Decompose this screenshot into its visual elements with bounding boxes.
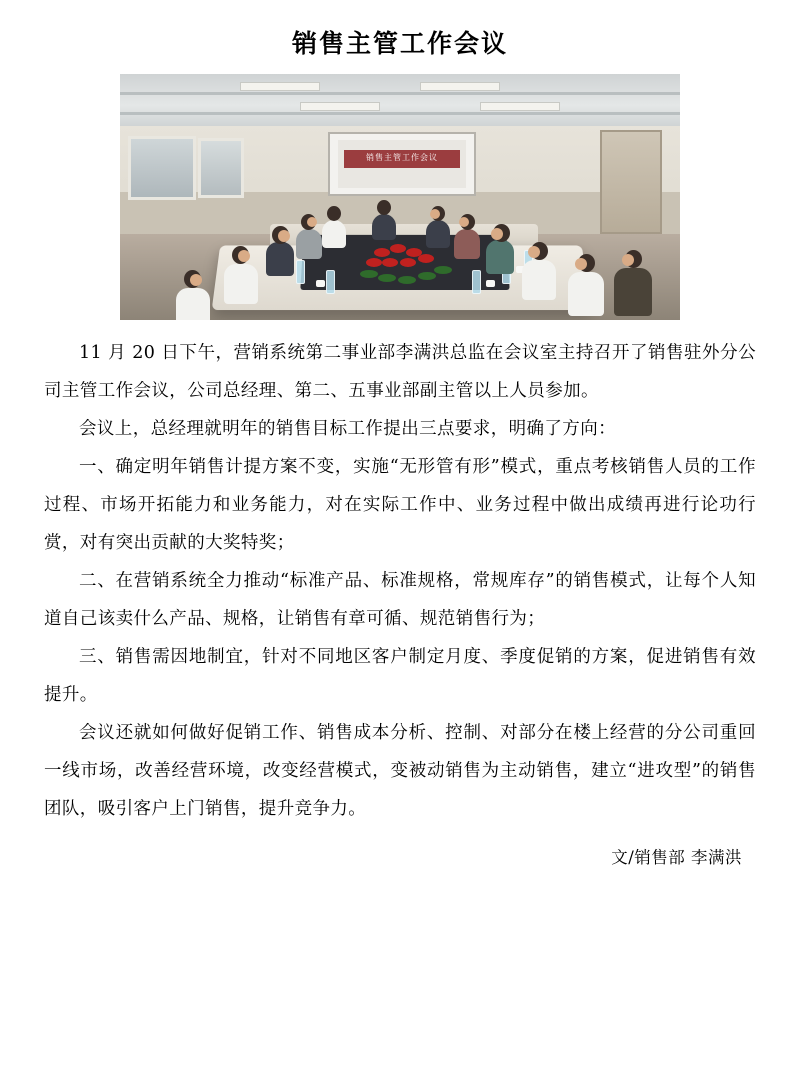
ceiling-line	[120, 112, 680, 115]
paragraph-2: 会议上，总经理就明年的销售目标工作提出三点要求，明确了方向：	[79, 419, 616, 439]
slide-title: 销售主管工作会议	[366, 153, 438, 162]
paragraph-6: 会议还就如何做好促销工作、销售成本分析、控制、对部分在楼上经营的分公司重回一线市场，改善经营环境，改变经营模式，变被动销售为主动销售，建立“进攻型”的销售团队，吸引客户上门销售，提升竞争力。	[44, 723, 756, 819]
window-left-2	[198, 138, 244, 198]
ceiling-lamp	[240, 82, 320, 91]
window-left	[128, 136, 196, 200]
byline: 文/销售部 李满洪	[611, 848, 742, 867]
paragraph-1: 11 月 20 日下午，营销系统第二事业部李满洪总监在会议室主持召开了销售驻外分公司主管工作会议，公司总经理、第二、五事业部副主管以上人员参加。	[44, 343, 756, 401]
flower-centerpiece	[356, 242, 460, 294]
photo-scene	[120, 74, 680, 320]
meeting-photo	[120, 74, 680, 320]
paragraph-3: 一、确定明年销售计提方案不变，实施“无形管有形”模式，重点考核销售人员的工作过程、市场开拓能力和业务能力，对在实际工作中、业务过程中做出成绩再进行论功行赏，对有突出贡献的大奖特奖；	[44, 457, 756, 553]
ceiling-lamp	[480, 102, 560, 111]
ceiling-lamp	[420, 82, 500, 91]
paragraph-5: 三、销售需因地制宜，针对不同地区客户制定月度、季度促销的方案，促进销售有效提升。	[44, 647, 756, 705]
ceiling	[120, 74, 680, 126]
projection-screen	[328, 132, 476, 196]
article-body	[44, 334, 756, 828]
paragraph-4: 二、在营销系统全力推动“标准产品、标准规格，常规库存”的销售模式，让每个人知道自己该卖什么产品、规格，让销售有章可循、规范销售行为；	[44, 571, 756, 629]
ceiling-lamp	[300, 102, 380, 111]
door-right	[600, 130, 662, 234]
ceiling-line	[120, 92, 680, 95]
page-title: 销售主管工作会议	[291, 29, 508, 58]
